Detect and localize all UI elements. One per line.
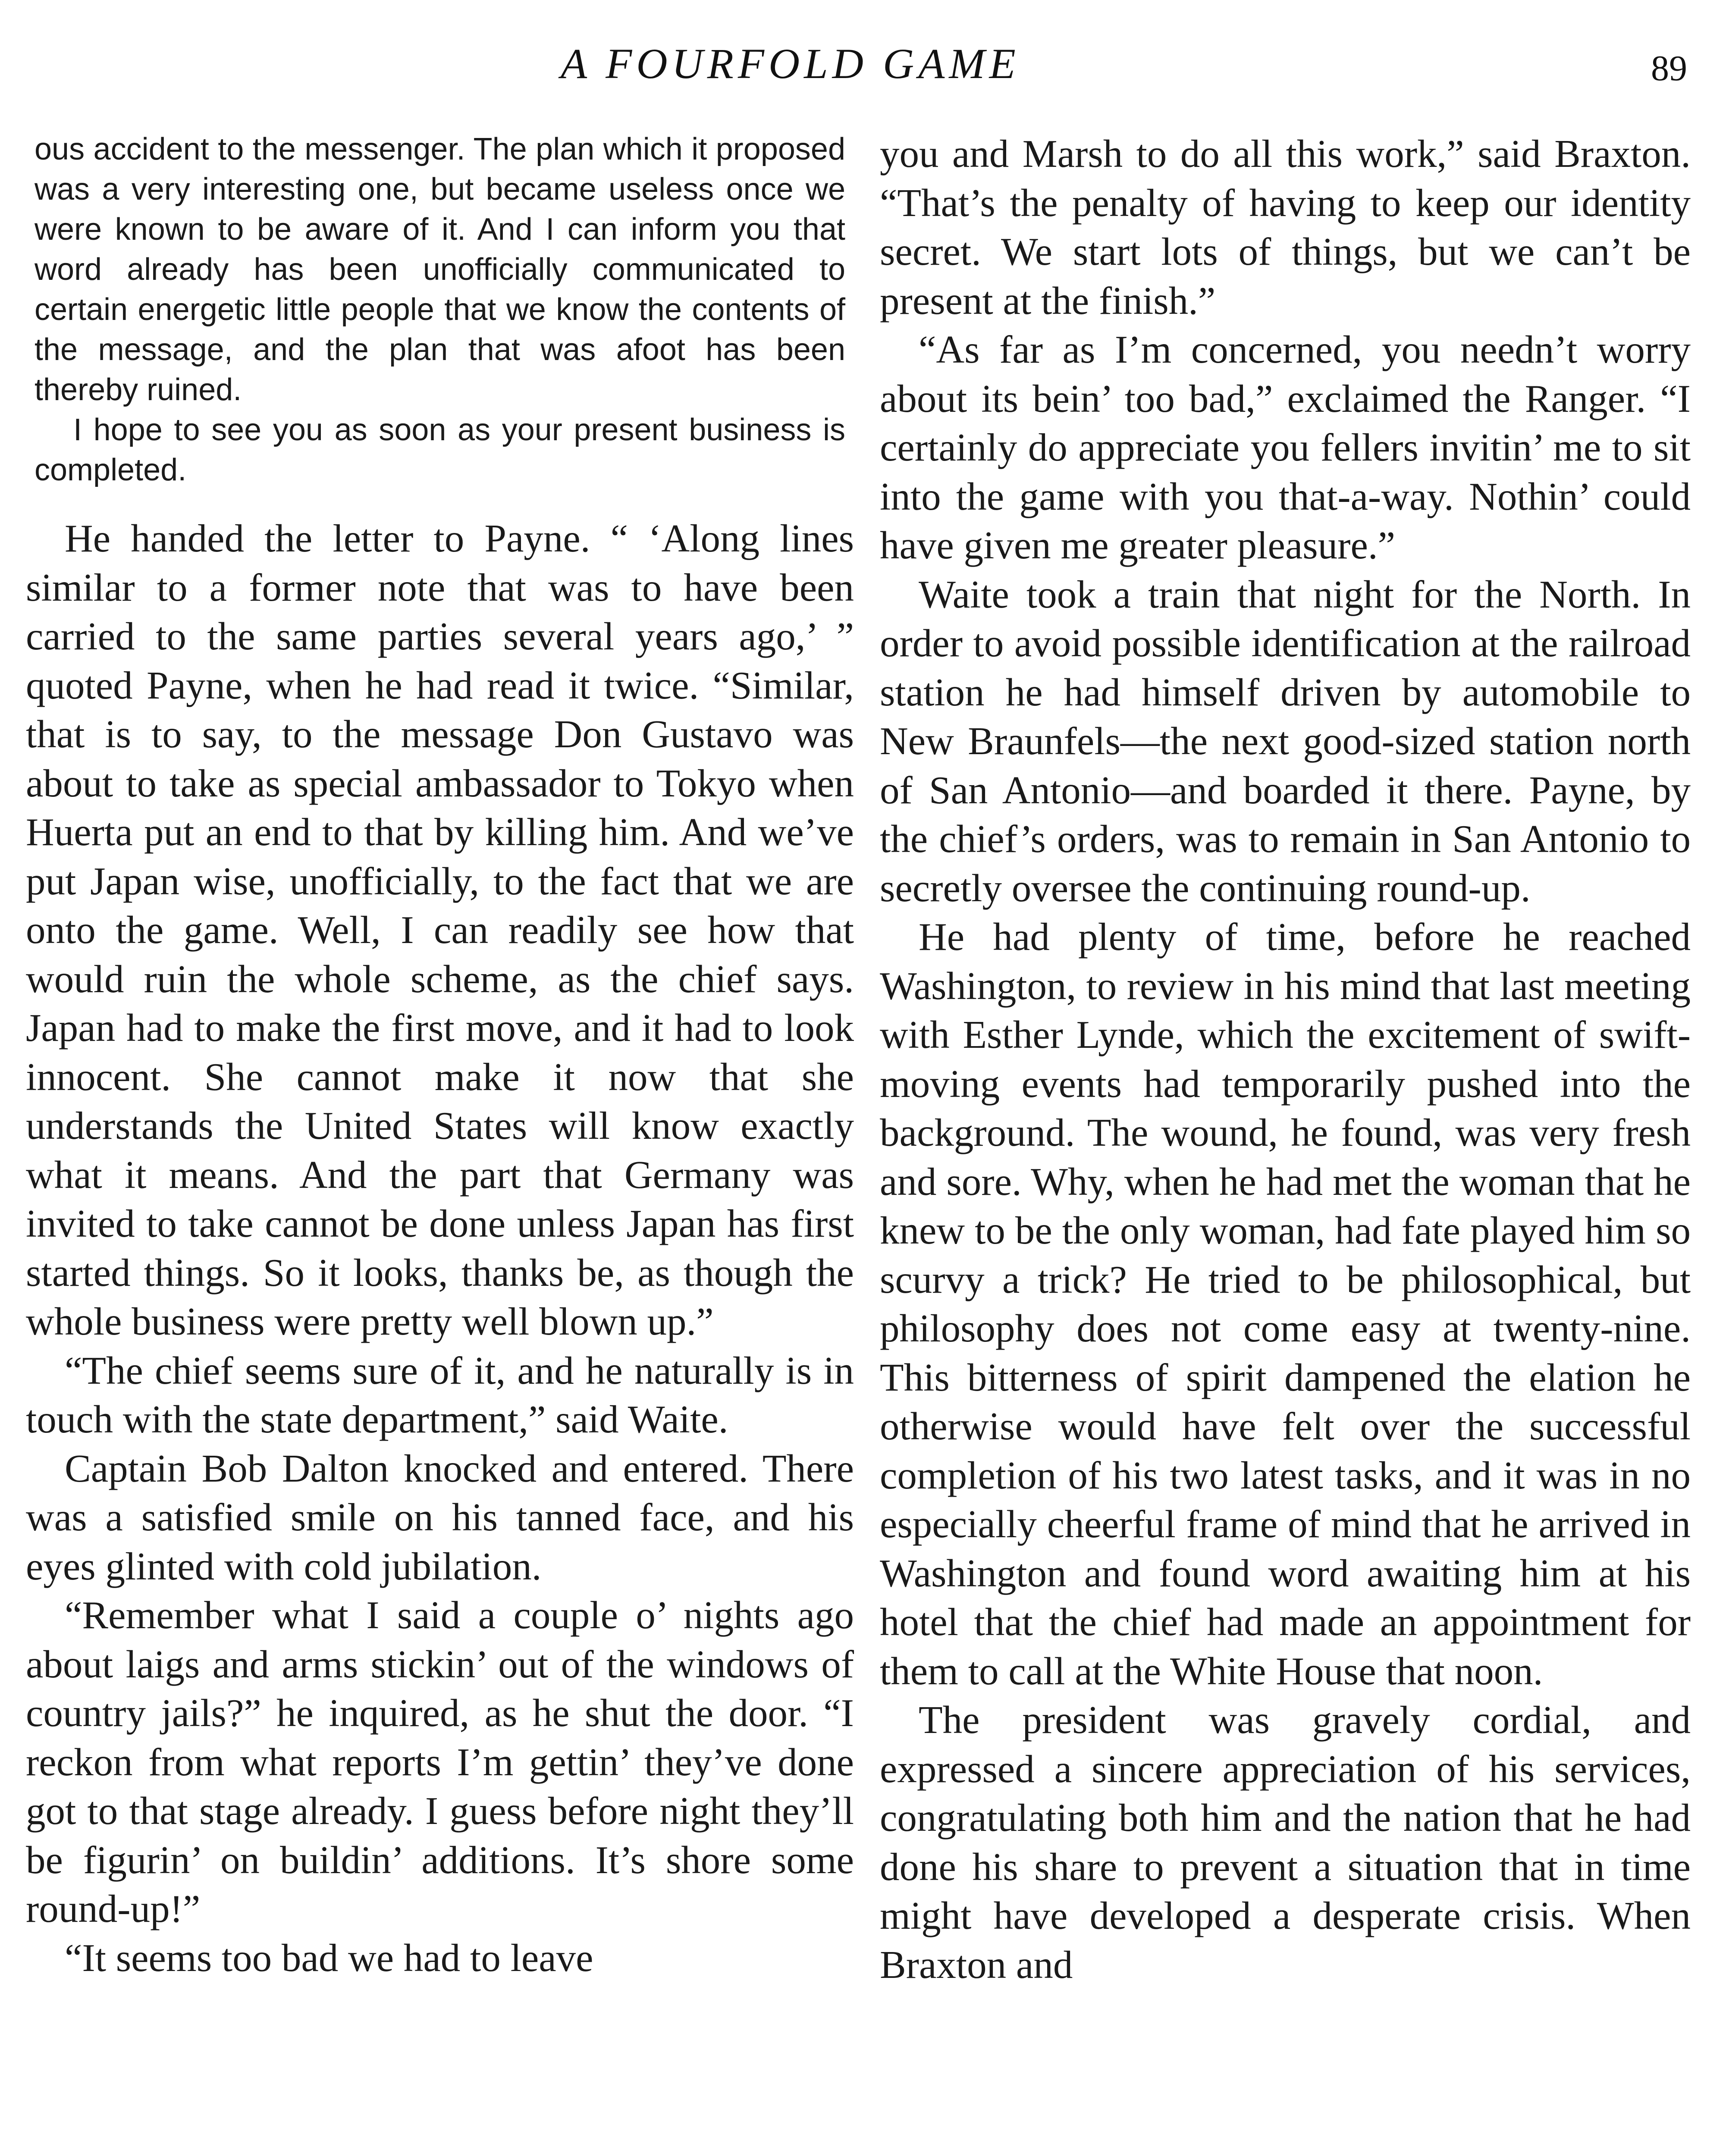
- paragraph: The president was gravely cordial, and expressed a sincere appreciation of his services, congratulating both him and the nation that he had done his share to prevent a situation that in time might have developed a desperate crisis. When Braxton and: [880, 1698, 1691, 1987]
- letter-excerpt: [26, 129, 854, 490]
- left-column: [26, 129, 854, 1982]
- page-number: 89: [1651, 48, 1687, 88]
- paragraph: He had plenty of time, before he reached Washington, to review in his mind that last meeting with Esther Lynde, which the excitement of swift-moving events had temporarily pushed into the background. The wound, he found, was very fresh and sore. Why, when he had met the woman that he knew to be the only woman, had fate played him so scurvy a trick? He tried to be philosophical, but philosophy does not come easy at twenty-nine. This bitterness of spirit dampened the elation he otherwise would have felt over the successful completion of his two latest tasks, and it was in no especially cheerful frame of mind that he arrived in Washington and found word awaiting him at his hotel that the chief had made an appointment for them to call at the White House that noon.: [880, 915, 1691, 1693]
- paragraph: Captain Bob Dalton knocked and entered. There was a satisfied smile on his tanned face, and his eyes glinted with cold jubilation.: [26, 1446, 854, 1588]
- paragraph: He handed the letter to Payne. “ ‘Along lines similar to a former note that was to have been carried to the same parties several years ago,’ ” quoted Payne, when he had read it twice. “Similar, that is to say, to the message Don Gustavo was about to take as special ambassador to Tokyo when Huerta put an end to that by killing him. And we’ve put Japan wise, unofficially, to the fact that we are onto the game. Well, I can readily see how that would ruin the whole scheme, as the chief says. Japan had to make the first move, and it had to look innocent. She cannot make it now that she understands the United States will know exactly what it means. And the part that Germany was invited to take cannot be done unless Japan has first started things. So it looks, thanks be, as though the whole business were pretty well blown up.”: [26, 517, 854, 1343]
- letter-paragraph: I hope to see you as soon as your present business is completed.: [35, 413, 845, 487]
- paragraph: “The chief seems sure of it, and he naturally is in touch with the state department,” said Waite.: [26, 1348, 854, 1441]
- paragraph-continuation: you and Marsh to do all this work,” said Braxton. “That’s the penalty of having to keep our identity secret. We start lots of things, but we can’t be present at the finish.”: [880, 132, 1691, 323]
- paragraph: “As far as I’m concerned, you needn’t worry about its bein’ too bad,” exclaimed the Ranger. “I certainly do appreciate you fellers invitin’ me to sit into the game with you that-a-way. Nothin’ could have given me greater pleasure.”: [880, 328, 1691, 567]
- body-text: [880, 129, 1691, 1989]
- paragraph: “Remember what I said a couple o’ nights ago about laigs and arms stickin’ out of the windows of country jails?” he inquired, as he shut the door. “I reckon from what reports I’m gettin’ they’ve done got to that stage already. I guess before night they’ll be figurin’ on buildin’ additions. It’s shore some round-up!”: [26, 1593, 854, 1930]
- body-text: [26, 514, 854, 1982]
- letter-paragraph: ous accident to the messenger. The plan which it proposed was a very interesting one, but became useless once we were known to be aware of it. And I can inform you that word already has been unofficially communicated to certain energetic little people that we know the contents of the message, and the plan that was afoot has been thereby ruined.: [35, 132, 845, 407]
- paragraph: Waite took a train that night for the North. In order to avoid possible identification at the railroad station he had himself driven by automobile to New Braunfels—the next good-sized station north of San Antonio—and boarded it there. Payne, by the chief’s orders, was to remain in San Antonio to secretly oversee the continuing round-up.: [880, 572, 1691, 910]
- paragraph: “It seems too bad we had to leave: [65, 1936, 593, 1980]
- running-title: A FOURFOLD GAME: [561, 40, 1020, 88]
- page-header: [0, 30, 1726, 91]
- right-column: [880, 129, 1691, 1989]
